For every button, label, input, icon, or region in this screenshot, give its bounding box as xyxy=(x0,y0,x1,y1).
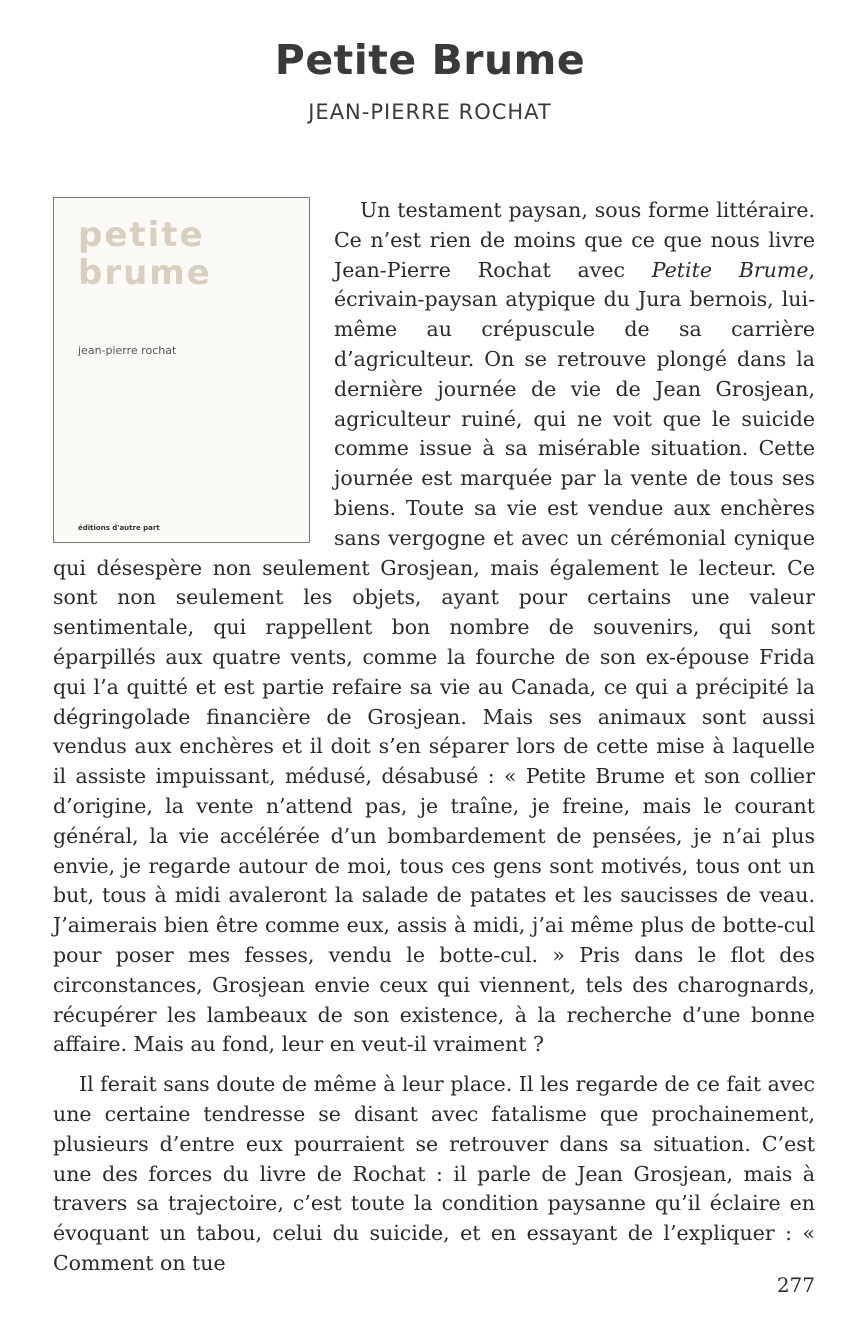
cover-author: jean-pierre rochat xyxy=(78,344,177,357)
book-title-italic: Petite Brume xyxy=(651,257,809,282)
cover-spacer xyxy=(53,196,310,548)
paragraph-1-rest: , écrivain-paysan atypique du Jura bernois, lui-même au crépuscule de sa carrière d’agriculteur. On se retrouve plongé dans la dernière journée de vie de Jean Grosjean, agriculteur ruiné, qui ne voit que le suicide comme issue à sa misérable situation. Cette journée est marquée par la vente de tous ses biens. Toute sa vie est vendue aux enchères sans vergogne et avec un cérémonial cynique qui désespère non seulement Grosjean, mais également le lecteur. Ce sont non seulement les objets, ayant pour certains une valeur sentimentale, qui rappellent bon nombre de souvenirs, qui sont éparpillés aux quatre vents, comme la fourche de son ex-épouse Frida qui l’a quitté et est partie refaire sa vie au Canada, ce qui a précipité la dégringolade financière de Grosjean. Mais ses animaux sont aussi vendus aux enchères et il doit s’en séparer lors de cette mise à laquelle il assiste impuissant, médusé, désabusé : « Petite Brume et son collier d’origine, la vente n’attend pas, je traîne, je freine, mais le courant général, la vie accélérée d’un bombardement de pensées, je n’ai plus envie, je regarde autour de moi, tous ces gens sont motivés, tous ont un but, tous à midi avaleront la salade de patates et les saucisses de veau. J’aimerais bien être comme eux, assis à midi, j’ai même plus de botte-cul pour poser mes fesses, vendu le botte-cul. » Pris dans le flot des circonstances, Grosjean envie ceux qui viennent, tels des charognards, récupérer les lambeaux de son existence, à la recherche d’une bonne affaire. Mais au fond, leur en veut-il vraiment ? xyxy=(53,257,815,1057)
page-title: Petite Brume xyxy=(274,36,586,84)
cover-publisher: éditions d'autre part xyxy=(78,524,160,532)
cover-title-line1: petite xyxy=(78,215,205,255)
paragraph-1-intro: Un testament paysan, sous forme littéraire. Ce n’est rien de moins que ce que nous livre Jean-Pierre Rochat avec xyxy=(334,198,815,282)
cover-title-line2: brume xyxy=(78,253,212,293)
article-body xyxy=(53,196,815,1279)
paragraph-2: Il ferait sans doute de même à leur place. Il les regarde de ce fait avec une certaine tendresse se disant avec fatalisme que prochainement, plusieurs d’entre eux pourraient se retrouver dans sa situation. C’est une des forces du livre de Rochat : il parle de Jean Grosjean, mais à travers sa trajectoire, c’est toute la condition paysanne qu’il éclaire en évoquant un tabou, celui du suicide, et en essayant de l’expliquer : « Comment on tue xyxy=(53,1072,815,1275)
author-name: JEAN-PIERRE ROCHAT xyxy=(308,100,552,124)
page-number: 277 xyxy=(776,1273,815,1297)
